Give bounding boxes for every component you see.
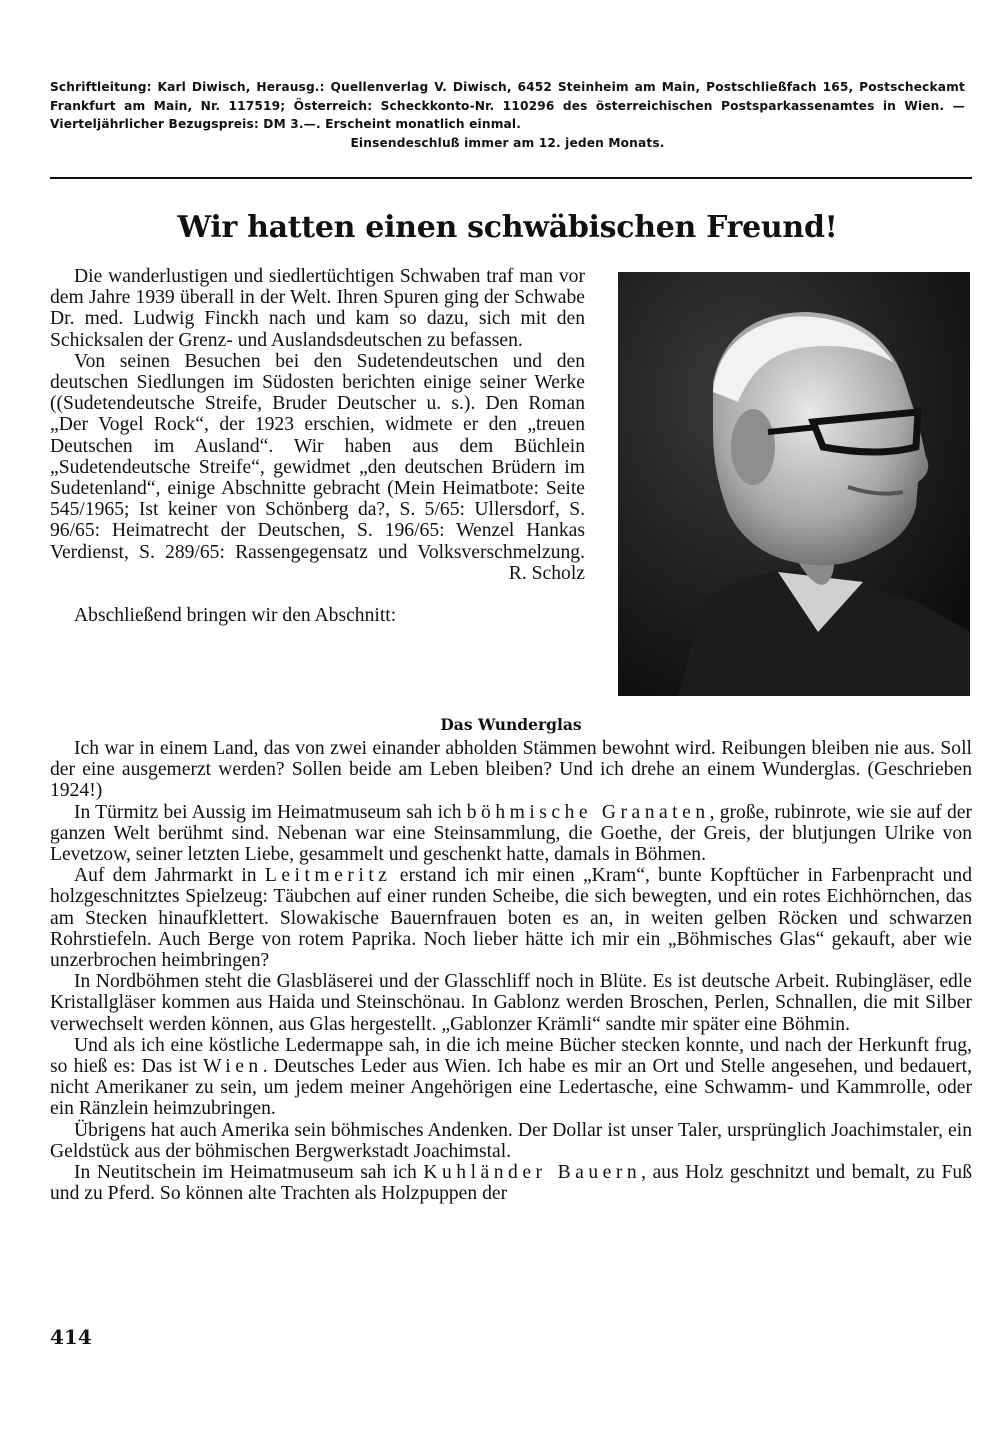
masthead bbox=[50, 78, 965, 152]
section-paragraph-6: Übrigens hat auch Amerika sein böhmisches Andenken. Der Dollar ist unser Taler, ursprünglich Joachimstaler, ein Geldstück aus der böhmischen Bergwerkstadt Joachimstal. bbox=[50, 1119, 972, 1162]
section-body bbox=[50, 738, 972, 1204]
section-paragraph-4: In Nordböhmen steht die Glasbläserei und der Glasschliff noch in Blüte. Es ist deutsche Arbeit. Rubingläser, edle Kristallgläser kommen aus Haida und Steinschönau. In Gablonz werden Broschen, Perlen, Schnallen, die mit Silber verwechselt werden können, aus Glas hergestellt. „Gablonzer Krämli“ sandte mir später eine Böhmin. bbox=[50, 971, 972, 1035]
portrait-icon bbox=[618, 272, 970, 696]
intro-paragraph-2: Von seinen Besuchen bei den Sudetendeutschen und den deutschen Siedlungen im Südosten berichten einige seiner Werke ((Sudetendeutsche Streife, Bruder Deutscher u. s.). Den Roman „Der Vogel Rock“, der 1923 erschien, widmete er den „treuen Deutschen im Ausland“. Wir haben aus dem Büchlein „Sudetendeutsche Streife“, gewidmet „den deutschen Brüdern im Sudetenland“, einige Abschnitte gebracht (Mein Heimatbote: Seite 545/1965; Ist keiner von Schönberg da?, S. 5/65: Ullersdorf, S. 96/65: Heimatrecht der Deutschen, S. 196/65: Wenzel Hankas Verdienst, S. 289/65: Rassengegensatz und Volksverschmelzung. R. Scholz bbox=[50, 350, 585, 584]
intro-paragraph-1: Die wanderlustigen und siedlertüchtigen Schwaben traf man vor dem Jahre 1939 überall in der Welt. Ihren Spuren ging der Schwabe Dr. med. Ludwig Finckh nach und kam so dazu, sich mit den Schicksalen der Grenz- und Auslandsdeutschen zu befassen. bbox=[50, 266, 585, 351]
section-paragraph-7: In Neutitschein im Heimatmuseum sah ich Kuhländer Bauern, aus Holz geschnitzt und bemalt, zu Fuß und zu Pferd. So können alte Trachten als Holzpuppen der bbox=[50, 1162, 972, 1205]
article-title: Wir hatten einen schwäbischen Freund! bbox=[177, 210, 838, 245]
section-paragraph-1: Ich war in einem Land, das von zwei einander abholden Stämmen bewohnt wird. Reibungen bleiben nie aus. Soll der eine ausgemerzt werden? Sollen beide am Leben bleiben? Und ich drehe an einem Wunderglas. (Geschrieben 1924!) bbox=[50, 738, 972, 802]
intro-column bbox=[50, 266, 585, 626]
section-heading: Das Wunderglas bbox=[440, 715, 582, 734]
section-paragraph-5: Und als ich eine köstliche Ledermappe sah, in die ich meine Bücher stecken konnte, und nach der Herkunft frug, so hieß es: Das ist Wien. Deutsches Leder aus Wien. Ich habe es mir an Ort und Stelle angesehen, und bedauert, nicht Amerikaner zu sein, um jedem meiner Angehörigen eine Ledertasche, eine Schwamm- und Kammrolle, oder ein Ränzlein heimzubringen. bbox=[50, 1034, 972, 1120]
section-paragraph-3: Auf dem Jahrmarkt in Leitmeritz erstand ich mir einen „Kram“, bunte Kopftücher in Farbenpracht und holzgeschnitztes Spielzeug: Täubchen auf einer runden Scheibe, die sich bewegten, und ein rotes Eichhörnchen, das am Stecken hinaufklettert. Slowakische Bauernfrauen boten es an, in weiten gelben Röcken und schwarzen Rohrstiefeln. Auch Berge von rotem Paprika. Noch lieber hätte ich mir ein „Böhmisches Glas“ gekauft, aber wie unzerbrochen heimbringen? bbox=[50, 865, 972, 972]
masthead-deadline: Einsendeschluß immer am 12. jeden Monats. bbox=[350, 135, 665, 150]
author-signature: R. Scholz bbox=[508, 562, 585, 584]
intro-paragraph-3: Abschließend bringen wir den Abschnitt: bbox=[74, 605, 397, 627]
masthead-publisher-info: Schriftleitung: Karl Diwisch, Herausg.: Quellenverlag V. Diwisch, 6452 Steinheim am Main, Postschließfach 165, Postscheckamt Frankfurt am Main, Nr. 117519; Österreich: Scheckkonto-Nr. 110296 des österreichischen Postsparkassenamtes in Wien. — Vierteljährlicher Bezugspreis: DM 3.—. Erscheint monatlich einmal. bbox=[50, 80, 965, 131]
author-portrait-photo bbox=[618, 272, 970, 696]
header-rule bbox=[50, 177, 972, 179]
page-number: 414 bbox=[50, 1325, 92, 1349]
section-paragraph-2: In Türmitz bei Aussig im Heimatmuseum sah ich böhmische Granaten, große, rubinrote, wie sie auf der ganzen Welt berühmt sind. Nebenan war eine Steinsammlung, die Goethe, der Greis, der blutjungen Ulrike von Levetzow, seiner letzten Liebe, gesammelt und geschenkt hatte, damals in Böhmen. bbox=[50, 801, 972, 866]
